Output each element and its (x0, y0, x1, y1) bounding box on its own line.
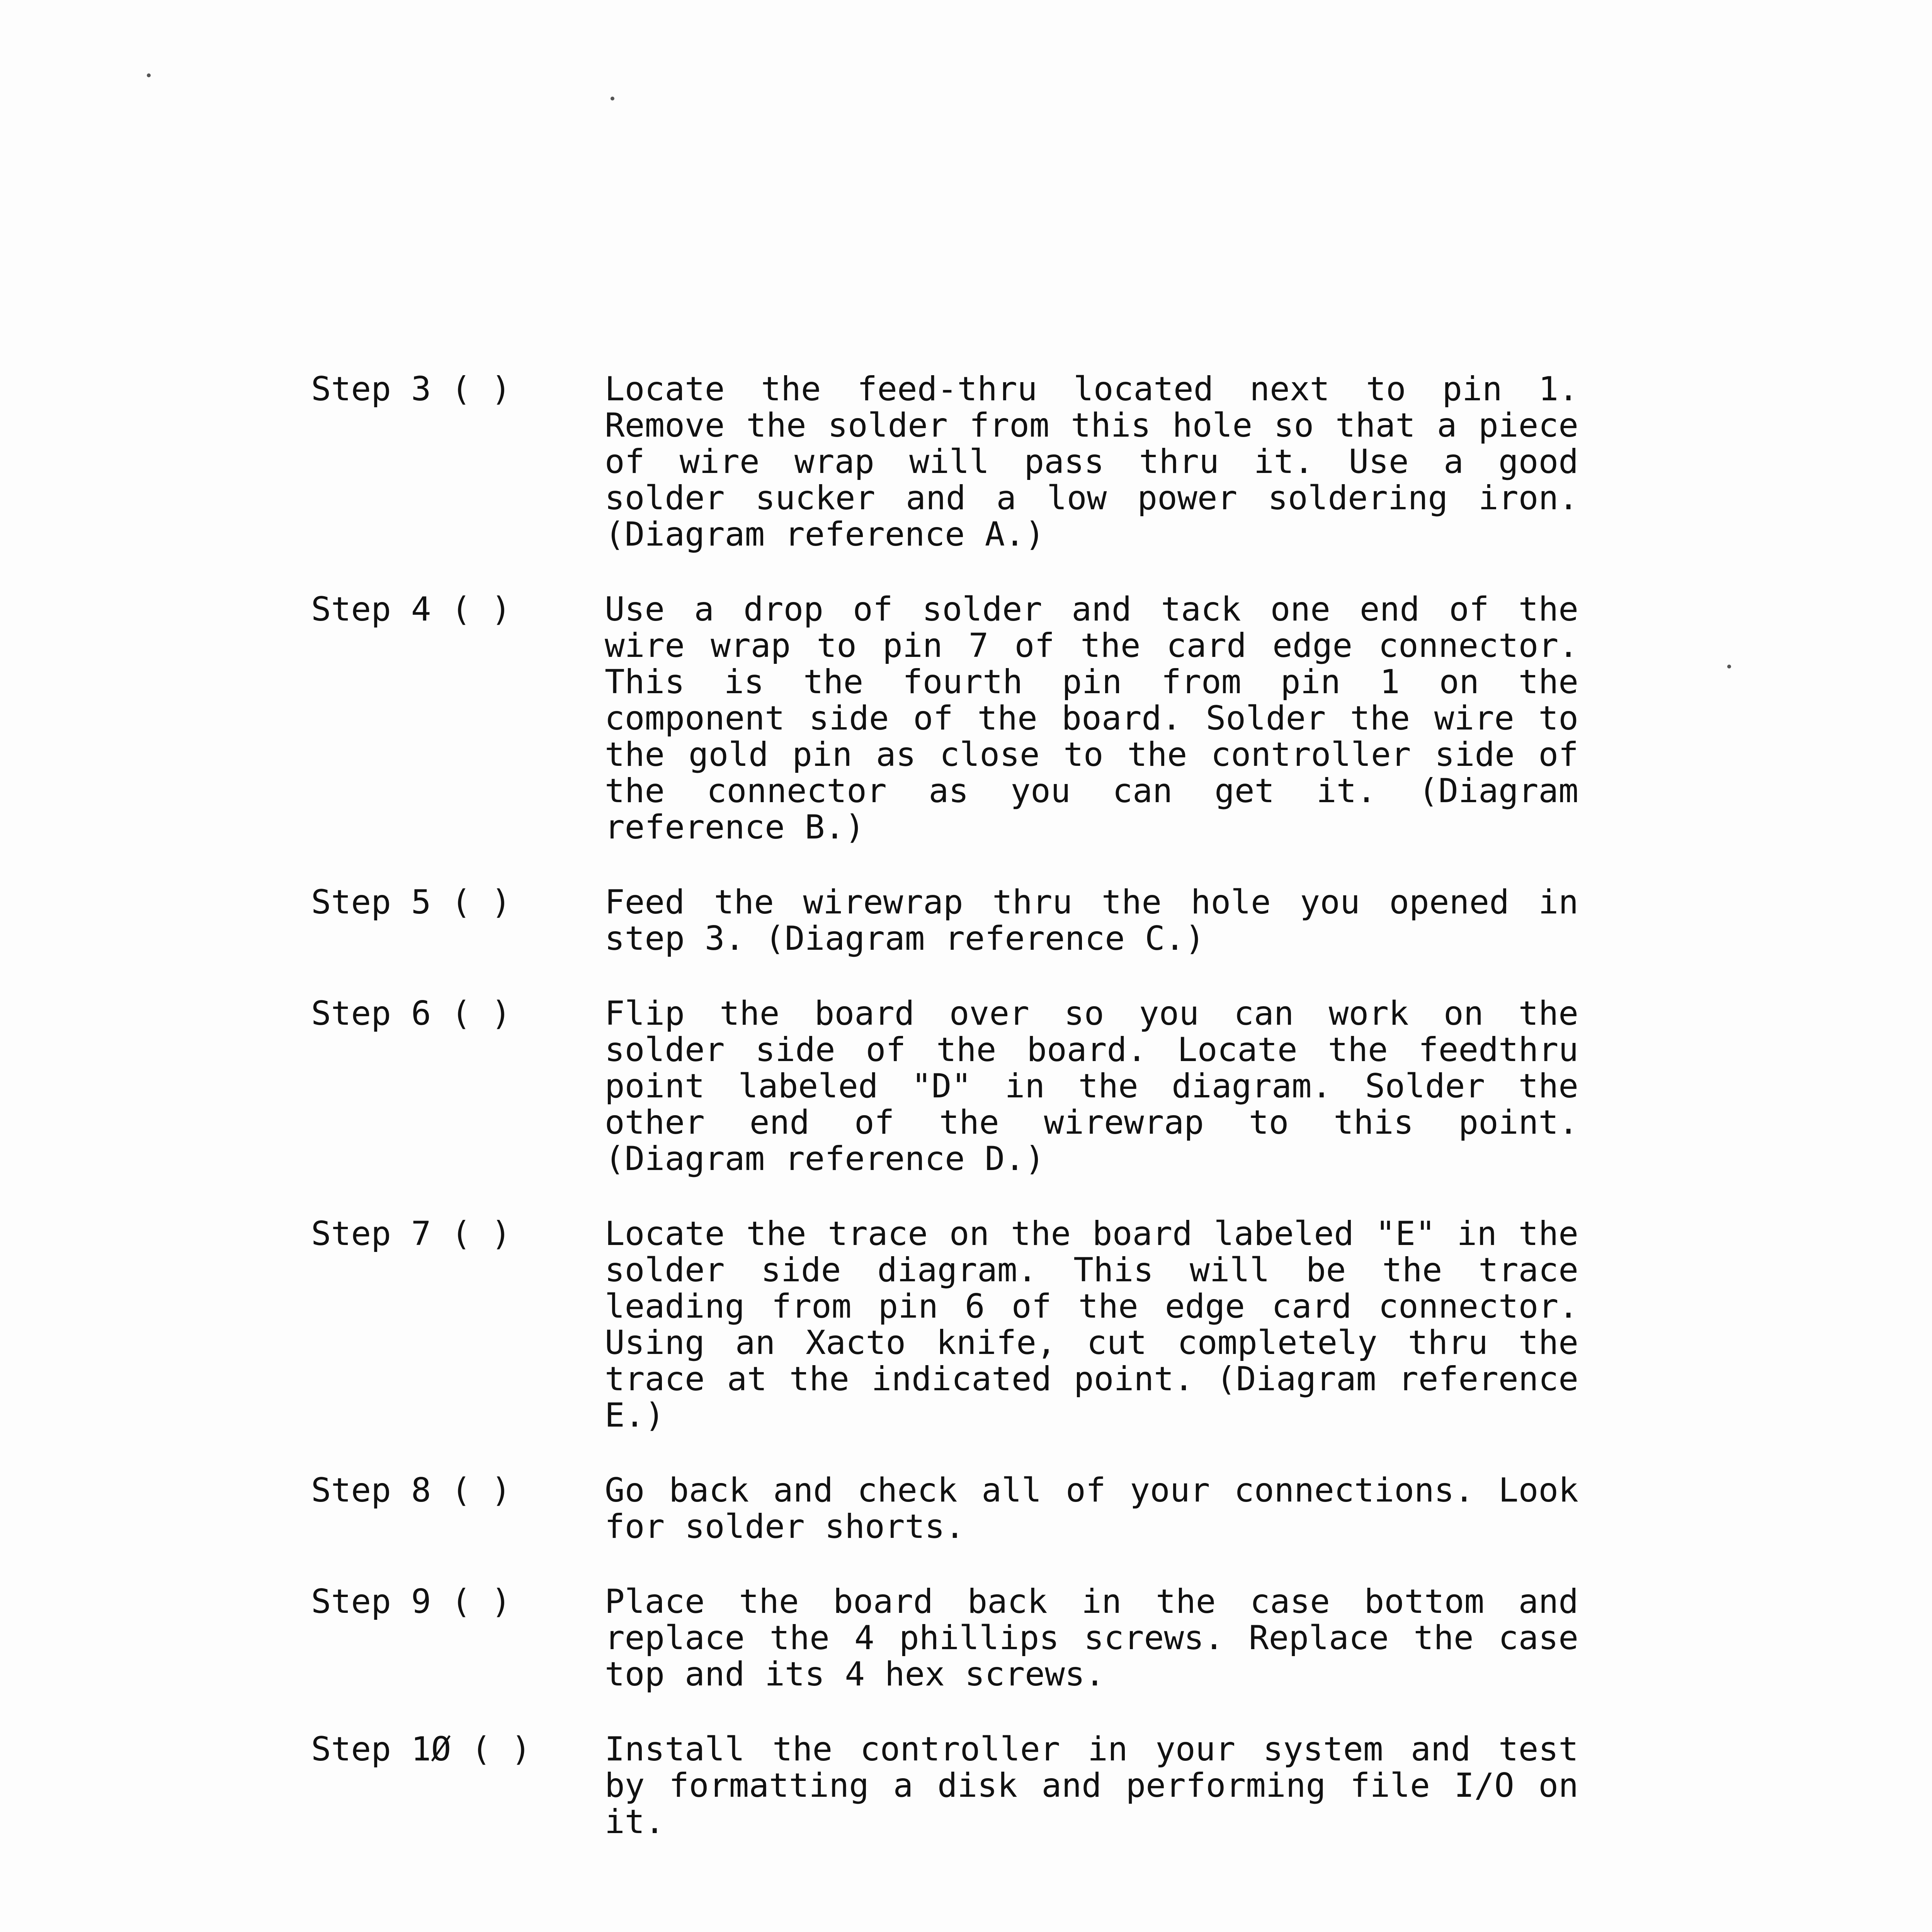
step-label: Step 9 ( ) (311, 1582, 511, 1621)
step-label: Step 7 ( ) (311, 1214, 511, 1253)
step-item (311, 1583, 1578, 1692)
step-list (311, 371, 1578, 1879)
step-label: Step 1Ø ( ) (311, 1730, 531, 1769)
step-label: Step 5 ( ) (311, 883, 511, 922)
scan-speck (611, 97, 614, 100)
step-item (311, 1216, 1578, 1434)
step-text: Use a drop of solder and tack one end of the wire wrap to pin 7 of the card edge connector. This is the fourth pin from pin 1 on the component side of the board. Solder the wire to the gold pin as close to the controller side of the connector as you can get it. (Diagram reference B.) (605, 590, 1578, 847)
scan-speck (147, 73, 151, 77)
step-item (311, 1472, 1578, 1545)
step-text: Go back and check all of your connections. Look for solder shorts. (605, 1471, 1578, 1546)
step-text: Flip the board over so you can work on the solder side of the board. Locate the feedthru point labeled "D" in the diagram. Solder the other end of the wirewrap to this point. (Diagram reference D.) (605, 994, 1578, 1178)
step-item (311, 995, 1578, 1177)
step-label: Step 6 ( ) (311, 994, 511, 1033)
step-item (311, 591, 1578, 845)
step-label: Step 3 ( ) (311, 370, 511, 408)
step-item (311, 1731, 1578, 1840)
step-item (311, 371, 1578, 553)
scan-speck (1727, 665, 1731, 668)
step-label: Step 8 ( ) (311, 1471, 511, 1510)
step-item (311, 884, 1578, 957)
step-text: Place the board back in the case bottom and replace the 4 phillips screws. Replace the case top and its 4 hex screws. (605, 1582, 1578, 1694)
step-label: Step 4 ( ) (311, 590, 511, 629)
step-text: Install the controller in your system and test by formatting a disk and performing file I/O on it. (605, 1730, 1578, 1841)
step-text: Feed the wirewrap thru the hole you opened in step 3. (Diagram reference C.) (605, 883, 1578, 958)
step-text: Locate the trace on the board labeled "E" in the solder side diagram. This will be the trace leading from pin 6 of the edge card connector. Using an Xacto knife, cut completely thru the trace at the indicated point. (Diagram reference E.) (605, 1214, 1578, 1435)
step-text: Locate the feed-thru located next to pin 1. Remove the solder from this hole so that a piece of wire wrap will pass thru it. Use a good solder sucker and a low power soldering iron. (Diagram reference A.) (605, 370, 1578, 554)
